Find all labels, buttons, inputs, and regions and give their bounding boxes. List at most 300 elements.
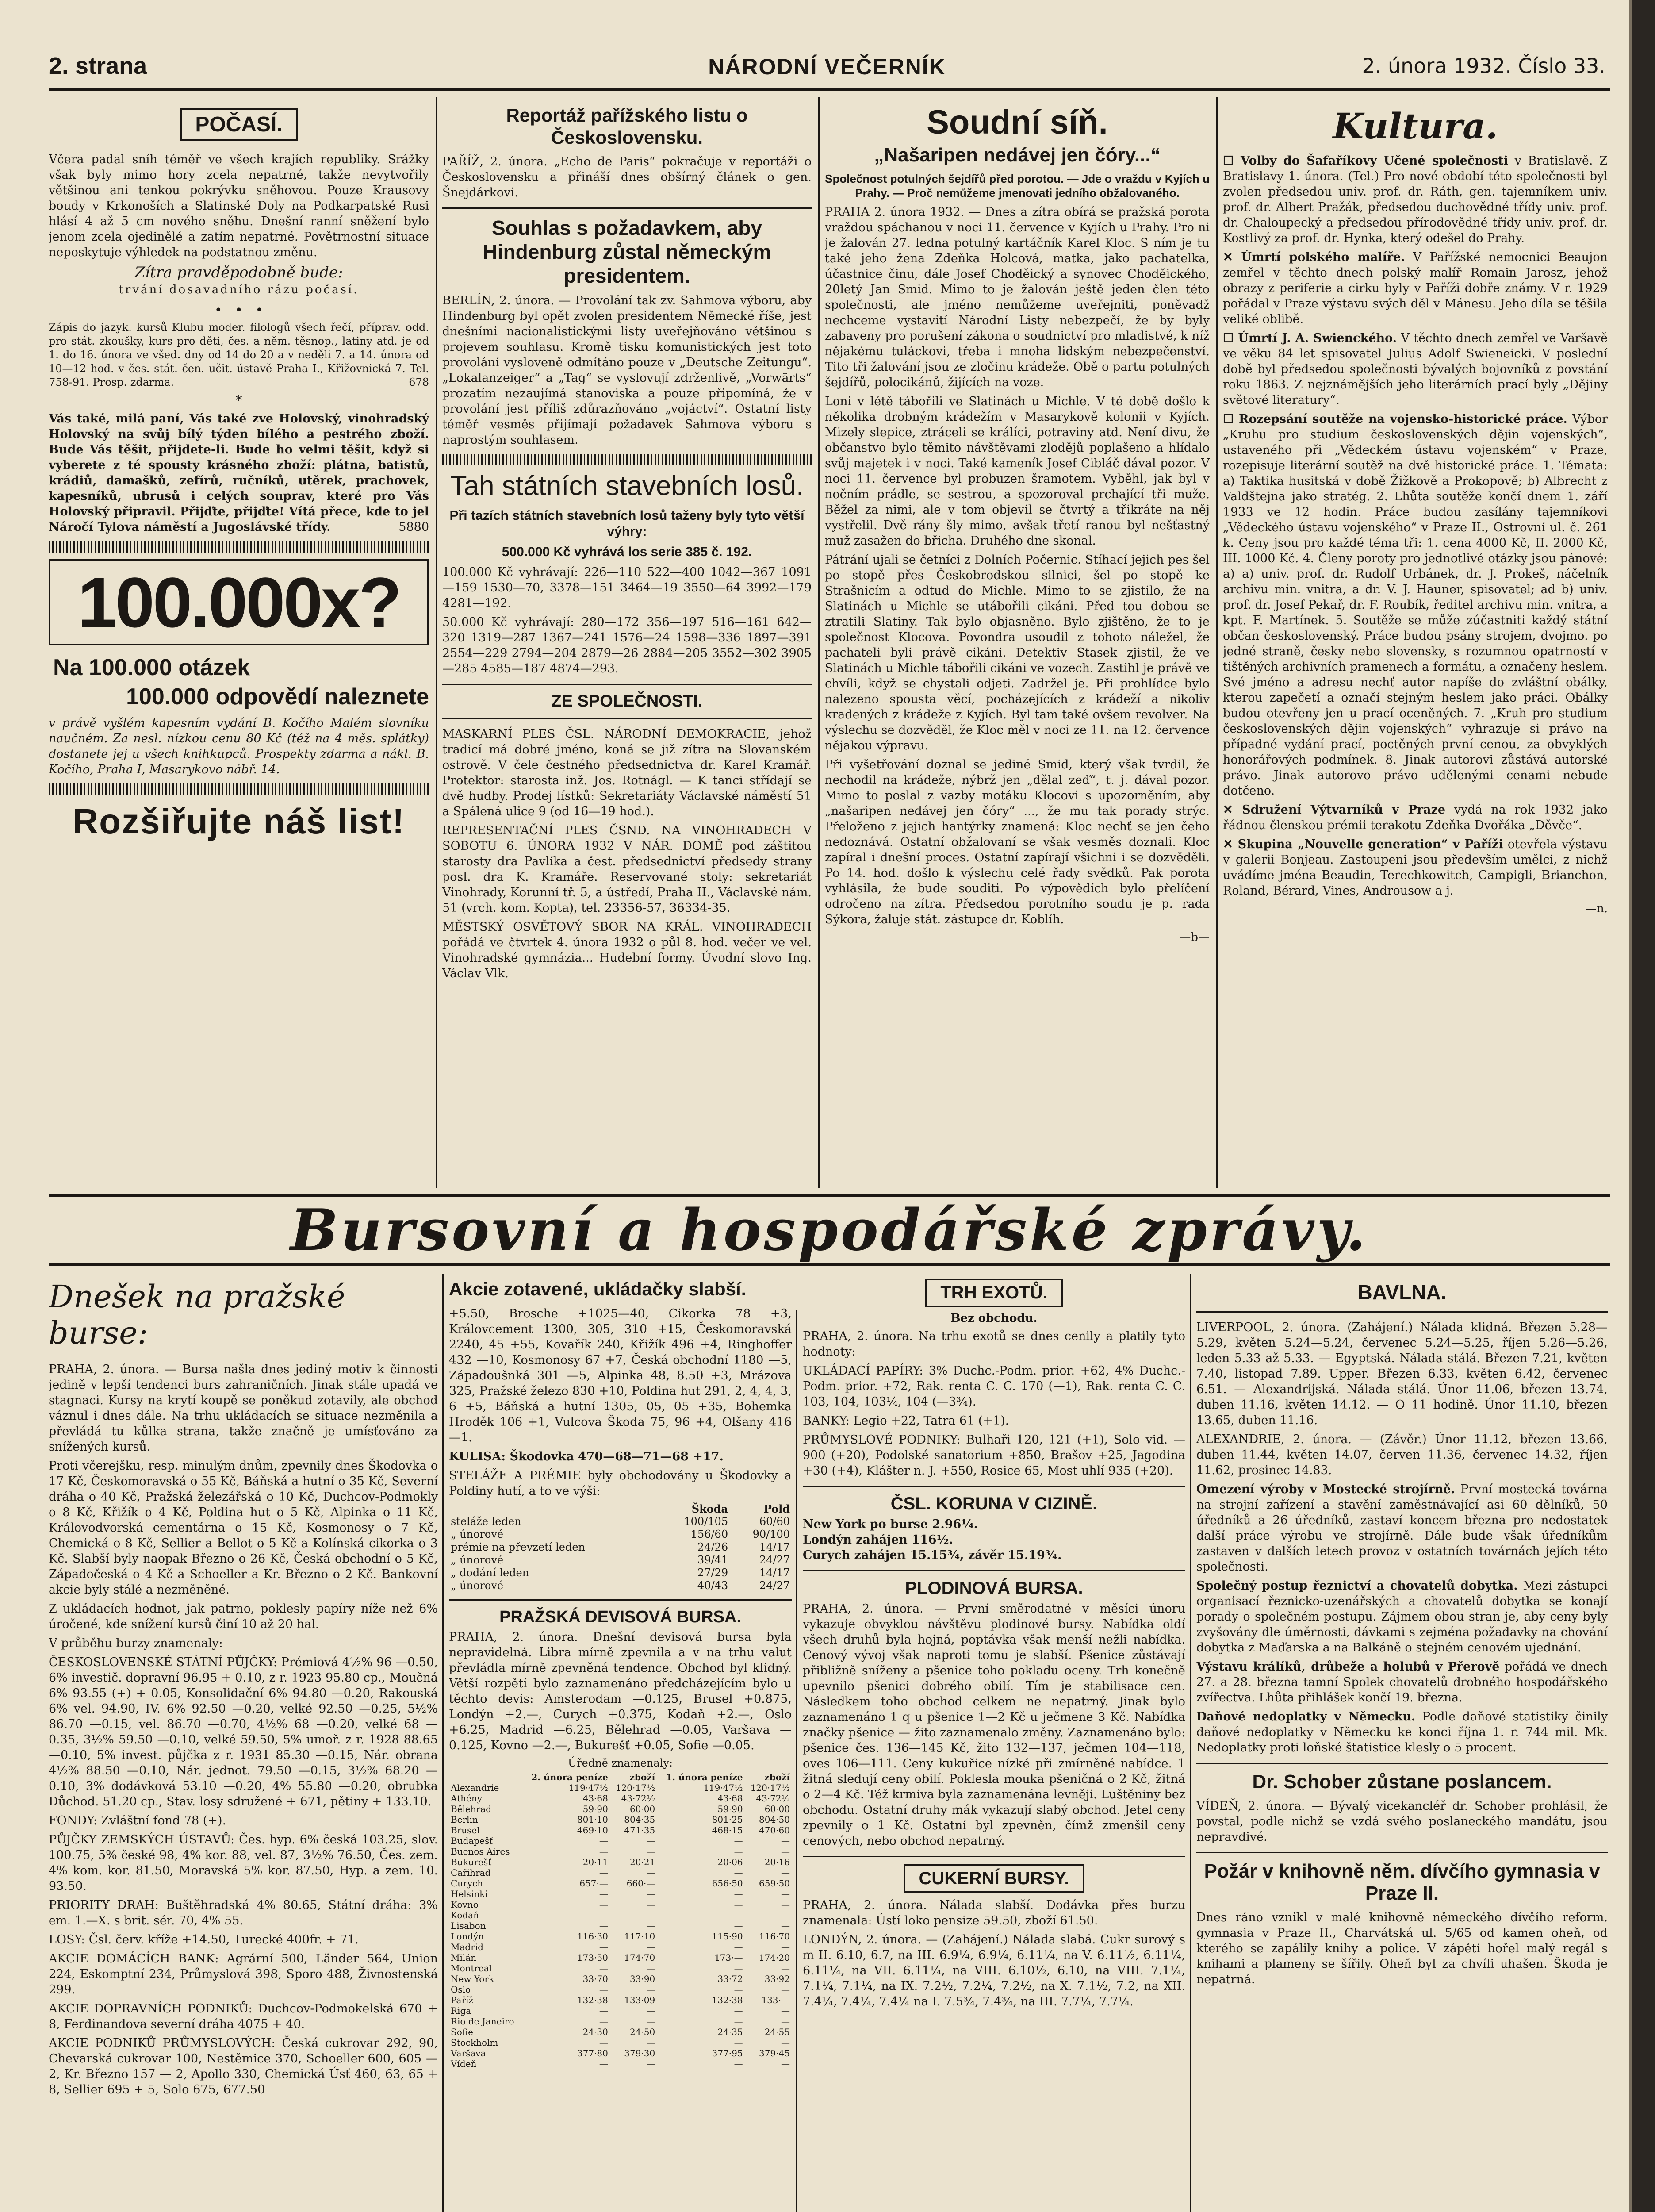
- table-cell: 43·68: [582, 1793, 608, 1804]
- forecast-title: Zítra pravděpodobně bude:: [134, 264, 343, 281]
- table-cell: Kovno: [451, 1899, 479, 1910]
- table-cell: 173·—: [714, 1952, 743, 1963]
- table-cell: —: [599, 1867, 608, 1878]
- table-cell: 379·45: [759, 2048, 790, 2058]
- column-weather: [49, 102, 429, 1190]
- culture-item-4: ☐ Rozepsání soutěže na vojensko-historické práce. Výbor „Kruhu pro studium československých dějin vojenských“, ustaveného při „Vědeckém ústavu vojenském“ v Praze, rozepisuje literární soutěž na dvě historické práce. 1. Témata: a) Taktika husitská v době Žižkově a Prokopově; b) Albrecht z Valdštejna jako stratég. 2. Lhůta soutěže končí dnem 1. září 1933 ve 12 hodin. Práce budou zasílány tajemníkovi „Vědeckého ústavu vojenského“ v Praze II., Ostrovní ul. č. 261 k. Ceny jsou pro každé téma tři: 1. cena 4000 Kč, II. 2000 Kč, III. 1000 Kč. 4. Členy poroty pro jednotlivé otázky jsou pánové: a) a) univ. prof. dr. Rudolf Urbánek, dr. J. Prokeš, náčelník archivu min. vnitra, a dr. V. J. Hauner, spisovatel; ad b) univ. prof. dr. Josef Pekař, dr. F. Roubík, ředitel archivu min. vnitra, a kpt. F. Martínek. 5. Soutěže se může zúčastniti každý státní občan československý. Práce budou psány strojem, dvojmo. po jedné straně, česky nebo slovensky, s rozumnou opatrností v tištěných archivních pramenech a formátu, a označeny heslem. Své jméno a adresu nechť autor napíše do zvláštní obálky, kterou zapečetí a označí stejným heslem jako práci. Obálky budou otevřeny jen u prací oceněných. 7. „Kruh pro studium československých dějin vojenských“ vyhrazuje si právo na případné vydání prací, poctěných první cenou, za obvyklých honorářových podmínek. 8. Jinak autorovi zůstává autorské právo. Jinak autorovo právo udělenými cenami nebude dotčeno.: [1223, 412, 1608, 798]
- society-lecture: MĚSTSKÝ OSVĚTOVÝ SBOR NA KRÁL. VINOHRADECH pořádá ve čtvrtek 4. února 1932 o půl 8. hod. večer ve vel. Vinohradské gymnázia... Hudební formy. Úvodní slovo Ing. Václav Vlk.: [442, 920, 812, 980]
- table-cell: —: [599, 1846, 608, 1857]
- society-title: ZE SPOLEČNOSTI.: [551, 692, 703, 710]
- table-cell: —: [599, 1920, 608, 1931]
- table-cell: —: [781, 1920, 790, 1931]
- issue-date: 2. února 1932. Číslo 33.: [1362, 54, 1605, 78]
- kulisa: KULISA: Škodovka 470—68—71—68 +17.: [449, 1450, 724, 1463]
- table-cell: Riga: [451, 2005, 471, 2016]
- devis-row: [449, 1857, 792, 1867]
- table-cell: 24·50: [629, 2027, 655, 2037]
- rule: [449, 1599, 792, 1601]
- hatched-divider: [442, 454, 812, 465]
- table-cell: 804·50: [759, 1814, 790, 1825]
- cuk-text-2: LONDÝN, 2. února. — (Zahájení.) Nálada slabá. Cukr surový s m II. 6.10, 6.7, na III. 6.9¼, 6.9¼, 6.11¼, na V. 6.11½, 6.11¼, 6.11¼, na VII. 6.11¼, na VIII. 6.10½, 6.10, na VIII. 7.1¼, 7.1¼, 7.1¼, na IX. 7.2½, 7.2¼, 7.2½, na X. 7.1½, 7.2, na XII. 7.4¼, 7.4¼, 7.4¼ na I. 7.5¾, 7.4¾, na III. 7.7¼, 7.7¼.: [803, 1933, 1185, 2008]
- stocks-continued: +5.50, Brosche +1025—40, Cikorka 78 +3, Královcement 1300, 305, 310 +15, Českomoravská 2240, 45 +55, Kovařík 240, Křižík 496 +4, Ringhoffer 432 —10, Kosmonosy 67 +7, Česká obchodní 1180 —5, Západoušnká 301 —5, Alpinka 48, 8.50 +3, Mrázova 325, Pražské železo 830 +10, Poldina hut 291, 2, 4, 4, 3, 6 +5, Báňská a hutní 1305, 05, 05 +35, Bohemka Hroděk 106 +1, Vulcova Škoda 75, 96 +4, Olšany 416 —1.: [449, 1307, 792, 1444]
- table-cell: —: [734, 2037, 743, 2048]
- table-cell: 173·50: [577, 1952, 608, 1963]
- table-cell: 20·06: [717, 1857, 743, 1867]
- table-cell: 119·47½: [703, 1782, 743, 1793]
- table-cell: —: [781, 1942, 790, 1952]
- rule: [1196, 1852, 1608, 1853]
- devis-row-header: [449, 1772, 792, 1782]
- column-divider: [1216, 97, 1218, 1188]
- table-cell: —: [734, 1984, 743, 1995]
- ad-line-1: Na 100.000 otázek: [53, 655, 250, 680]
- devis-row: [449, 1825, 792, 1836]
- table-cell: 24/26: [697, 1541, 728, 1553]
- table-cell: —: [646, 2037, 655, 2048]
- table-cell: —: [646, 2016, 655, 2027]
- table-cell: 132·38: [712, 1995, 743, 2005]
- column-commodities: [803, 1274, 1185, 2212]
- column-stock-exchange: [49, 1274, 438, 2212]
- culture-item-6: ✕ Skupina „Nouvelle generation“ v Paříži otevřela výstavu v galerii Bonjeau. Zastoupeni jsou především umělci, z nichž uvádíme jména Beaudin, Terechkowitch, Campigli, Brianchon, Roland, Bérard, Vines, Androusow a j.: [1223, 837, 1608, 898]
- table-cell: —: [734, 1942, 743, 1952]
- table-cell: 27/29: [697, 1567, 728, 1579]
- table-cell: Milán: [451, 1952, 477, 1963]
- stelaze-row: [449, 1579, 792, 1592]
- table-cell: —: [781, 1889, 790, 1899]
- table-cell: 24·30: [582, 2027, 608, 2037]
- table-cell: 14/17: [759, 1541, 790, 1553]
- column-politics: [442, 102, 812, 1190]
- devis-row: [449, 1984, 792, 1995]
- devis-row: [449, 1782, 792, 1793]
- devis-row: [449, 2027, 792, 2037]
- table-cell: —: [599, 1963, 608, 1974]
- table-cell: 43·68: [717, 1793, 743, 1804]
- cotton-title: BAVLNA.: [1357, 1281, 1447, 1304]
- table-cell: 90/100: [752, 1528, 790, 1540]
- lottery-subtitle: Při tazích státních stavebních losů taženy byly tyto větší výhry:: [449, 508, 805, 539]
- column-stocks-currency: [449, 1274, 792, 2212]
- table-cell: 133·—: [761, 1995, 790, 2005]
- economy-banner: [49, 1194, 1610, 1266]
- table-cell: 469·10: [577, 1825, 608, 1836]
- table-cell: 33·90: [629, 1974, 655, 1984]
- table-cell: Montreal: [451, 1963, 492, 1974]
- rule: [442, 684, 812, 685]
- table-cell: Paříž: [451, 1995, 473, 2005]
- table-cell: —: [781, 1867, 790, 1878]
- table-header-cell: Pold: [763, 1502, 790, 1515]
- devis-row: [449, 2037, 792, 2048]
- hatched-divider: [49, 541, 429, 553]
- culture-item-5: ✕ Sdružení Výtvarníků v Praze vydá na rok 1932 jako řádnou členskou prémii terakotu Zdeňka Dvořáka „Děvče“.: [1223, 803, 1608, 832]
- exot-title: TRH EXOTŮ.: [925, 1279, 1062, 1307]
- table-cell: Curych: [451, 1878, 483, 1889]
- table-cell: 59·90: [582, 1804, 608, 1814]
- table-cell: —: [781, 1846, 790, 1857]
- table-cell: Buenos Aires: [451, 1846, 510, 1857]
- promo-spread-paper: Rozšiřujte náš list!: [73, 802, 405, 841]
- table-cell: 116·70: [759, 1931, 790, 1942]
- devis-row: [449, 2048, 792, 2058]
- devis-row: [449, 1910, 792, 1920]
- devis-row: [449, 1814, 792, 1825]
- column-economy-news: [1196, 1274, 1608, 2212]
- cuk-title: CUKERNÍ BURSY.: [904, 1864, 1084, 1893]
- table-cell: Bukurešť: [451, 1857, 492, 1867]
- table-cell: Stockholm: [451, 2037, 498, 2048]
- culture-item-3: ☐ Úmrtí J. A. Swienckého. V těchto dnech zemřel ve Varšavě ve věku 84 let spisovatel Julius Adolf Swieneicki. V poslední době byl předsedou společnosti bývalých bojovníků z povstání roku 1863. Z nejznámějších jeho literárních prací byly „Dějiny světové literatury“.: [1223, 331, 1608, 407]
- table-cell: Brusel: [451, 1825, 480, 1836]
- bursa-line: AKCIE PODNIKŮ PRŮMYSLOVÝCH: Česká cukrovar 292, 90, Chevarská cukrovar 100, Nestěmice 370, Schoeller 600, 605 — 2, Kr. Březno 157 — 2, Apollo 330, Chemická Úsť 460, 63, 65 + 8, Sellier 695 + 5, Solo 675, 677.50: [49, 2036, 438, 2097]
- bursa-title: Dnešek na pražské burse:: [49, 1279, 345, 1351]
- bursa-text-3: Z ukládacích hodnot, jak patrno, poklesly papíry níže než 6% úročené, kde snížení kursů činí 10 až 20 hal.: [49, 1602, 438, 1631]
- econ-item-1: Omezení výroby v Mostecké strojírně. První mostecká továrna na strojní zařízení a stavění zaměstnávající asi 60 dělníků, 50 úředníků a 26 úředníků, zastaví koncem března pro nedostatek další práce výrobu ve strojírně. Dále bude však úředníkům zastaven v dalších letech provoz v ostatních továrnách jejích této společnosti.: [1196, 1482, 1608, 1574]
- table-cell: 156/60: [690, 1528, 728, 1540]
- table-cell: 24/27: [759, 1554, 790, 1566]
- econ-item-4: Daňové nedoplatky v Německu. Podle daňové statistiky činily daňové nedoplatky v Německu ke konci října 1. r. 744 mil. Mk. Nedoplatky proti loňské štatistice klesly o 5 procent.: [1196, 1710, 1608, 1755]
- devis-row: [449, 1995, 792, 2005]
- stelaze-row-header: [449, 1502, 792, 1515]
- column-divider: [796, 1310, 797, 2212]
- table-cell: 468·15: [712, 1825, 743, 1836]
- bursa-line: ČESKOSLOVENSKÉ STÁTNÍ PŮJČKY: Prémiová 4½% 96 —0.50, 6% investič. dopravní 96.95 + 0.10, z r. 1923 95.80 cp., Moučná 6% 93.55 (+) + 0.05, Konsolidační 6% 94.80 —0.20, Rakouská 6% vel. 94.90, IV. 6% 92.50 —0.20, velké 92.50 —0.25, 5½% 86.70 —0.15, vel. 86.70 —0.70, 4½% 68 —0.20, velké 68 —0.35, 3½% 59.50 —0.10, velké 59.50, 5% umoř. z r. 1928 88.65 —0.10, 5% invest. půjčka z r. 1931 85.30 —0.15, Nár. obrana 4½% 88.50 —0.10, Nár. jednot. 79.50 —0.15, 3½% 68.20 —0.10, 3% dodávková 53.10 —0.20, 4% 55.80 —0.20, obrubka Důchod. 51.20 cp., Stav. losy sdružené + 671, pětiny + 133.10.: [49, 1655, 438, 1809]
- cotton-text-1: LIVERPOOL, 2. února. (Zahájení.) Nálada klidná. Březen 5.28—5.29, květen 5.24—5.24, červenec 5.24—5.25, říjen 5.26—5.26, leden 5.33 až 5.33. — Egyptská. Nálada stálá. Březen 7.21, květen 7.40, listopad 7.89. Upper. Březen 6.33, květen 6.42, červenec 6.51. — Alexandrijská. Nálada stálá. Únor 11.06, březen 13.74, duben 11.16, květen 14.12. — O 11 hodině. Únor 11.10, březen 13.65, duben 11.16.: [1196, 1321, 1608, 1427]
- rule: [442, 207, 812, 209]
- table-cell: —: [646, 1920, 655, 1931]
- table-cell: 60/60: [759, 1515, 790, 1528]
- culture-item-2: ✕ Úmrtí polského malíře. V Pařížské nemocnici Beaujon zemřel v těchto dnech polský malíř Romain Jarosz, jehož obrazy z periferie a cirku byly v Paříži dobře známy. V r. 1929 pořádal v Praze výstavu svých děl v Mánesu. Jeho díla se těšila veliké oblibě.: [1223, 250, 1608, 326]
- table-cell: „ únorové: [451, 1579, 504, 1592]
- table-cell: —: [734, 1867, 743, 1878]
- devis-row: [449, 1836, 792, 1846]
- ad-dictionary-text: v právě vyšlém kapesním vydání B. Kočího Malém slovníku naučném. Za nesl. nízkou cenu 80 Kč (též na 4 měs. splátky) dostanete jej u všech knihkupců. Prospekty zdarma a nákl. B. Kočího, Praha I, Masarykovo nábř. 14.: [49, 716, 429, 776]
- bursa-line: PŮJČKY ZEMSKÝCH ÚSTAVŮ: Čes. hyp. 6% česká 103.25, slov. 100.75, 5% české 98, 4% kor. 88, vel. 87, 3½% 76.50, Čes. zem. 4% kom. kor. 81.50, Moravská 5% kor. 87.50, Hyp. a zem. 10. 93.50.: [49, 1833, 438, 1893]
- koruna-title: ČSL. KORUNA V CIZINĚ.: [890, 1494, 1098, 1513]
- bursa-line: LOSY: Čsl. červ. kříže +14.50, Turecké 400fr. + 71.: [49, 1933, 359, 1947]
- table-cell: 14/17: [759, 1567, 790, 1579]
- fire-title: Požár v knihovně něm. dívčího gymnasia v Praze II.: [1204, 1860, 1600, 1904]
- table-cell: Madrid: [451, 1942, 483, 1952]
- econ-item-3: Výstavu králíků, drůbeže a holubů v Přerově pořádá ve dnech 27. a 28. března tamní Spolek chovatelů drobného hospodářského zvířectva. Lhůta přihlášek končí 19. března.: [1196, 1660, 1608, 1705]
- lottery-100k: 100.000 Kč vyhrávají: 226—110 522—400 1042—367 1091—159 1530—70, 3378—151 3464—19 3550—64 3992—179 4281—192.: [442, 565, 812, 610]
- newspaper-name: NÁRODNÍ VEČERNÍK: [708, 54, 946, 79]
- table-cell: —: [599, 1984, 608, 1995]
- column-divider: [436, 97, 437, 1188]
- table-cell: 24·35: [717, 2027, 743, 2037]
- devis-row: [449, 1889, 792, 1899]
- table-cell: Vídeň: [451, 2058, 477, 2069]
- table-cell: 120·17½: [750, 1782, 790, 1793]
- table-cell: 43·72½: [756, 1793, 790, 1804]
- table-cell: —: [734, 1920, 743, 1931]
- bursa-line: AKCIE DOMÁCÍCH BANK: Agrární 500, Länder 564, Union 224, Eskomptní 234, Průmyslová 398, Sporo 488, Živnostenská 299.: [49, 1952, 438, 1997]
- rule: [803, 1856, 1185, 1857]
- prize-headline: 100.000x?: [77, 563, 400, 642]
- court-headline: „Našaripen nedávej jen čóry...“: [874, 144, 1161, 166]
- koruna-line: New York po burse 2.96¼.: [803, 1517, 978, 1531]
- bursa-side-title: Akcie zotavené, ukládačky slabší.: [449, 1279, 747, 1299]
- stelaze-row: [449, 1567, 792, 1579]
- table-cell: —: [646, 1889, 655, 1899]
- ad-line-2: 100.000 odpovědí naleznete: [126, 684, 429, 710]
- table-header-cell: 1. února peníze: [666, 1772, 743, 1782]
- masthead-rule: [49, 88, 1610, 91]
- table-cell: 660·—: [626, 1878, 655, 1889]
- devis-table: [449, 1772, 792, 2069]
- table-cell: 59·90: [717, 1804, 743, 1814]
- table-cell: 20·16: [764, 1857, 790, 1867]
- koruna-line: Curych zahájen 15.15¾, závěr 15.19¾.: [803, 1548, 1062, 1562]
- table-cell: —: [734, 1889, 743, 1899]
- table-cell: —: [599, 2016, 608, 2027]
- table-cell: —: [646, 1942, 655, 1952]
- table-cell: 174·20: [759, 1952, 790, 1963]
- table-cell: 20·11: [582, 1857, 608, 1867]
- masthead: [49, 52, 1605, 88]
- devis-row: [449, 2016, 792, 2027]
- devis-row: [449, 1867, 792, 1878]
- table-cell: —: [781, 1836, 790, 1846]
- culture-title: Kultura.: [1333, 105, 1498, 147]
- stelaze-row: [449, 1515, 792, 1528]
- devis-row: [449, 1793, 792, 1804]
- table-cell: 117·10: [624, 1931, 655, 1942]
- devis-row: [449, 1878, 792, 1889]
- rule: [803, 1570, 1185, 1571]
- cotton-text-2: ALEXANDRIE, 2. února. — (Závěr.) Únor 11.12, březen 13.66, duben 11.44, květen 14.07, červen 11.36, červenec 14.32, říjen 11.62, prosinec 14.83.: [1196, 1432, 1608, 1477]
- fire-text: Dnes ráno vznikl v malé knihovně německého dívčího reform. gymnasia v Praze II., Charvátská ul. 5/65 od kamen oheň, od kterého se zapálily knihy a police. V zápětí hořel malý regál s knihami a plameny se šířily. Oheň byl za chvíli uhašen. Škoda je nepatrná.: [1196, 1911, 1608, 1986]
- economy-banner-title: Bursovní a hospodářské zprávy.: [290, 1197, 1368, 1263]
- table-cell: Berlín: [451, 1814, 478, 1825]
- forecast-text: trvání dosavadního rázu počasí.: [119, 283, 359, 296]
- table-cell: 60·00: [629, 1804, 655, 1814]
- devis-row: [449, 1846, 792, 1857]
- plod-text: PRAHA, 2. února. — První směrodatné v měsíci únoru vykazuje obvyklou návštěvu plodinové bursy. Nabídka oldí všech druhů byla hojná, poptávka však menší nežli nabídka. Cenový vývoj však naproti tomu je slabší. Pšenice zůstávají přibližně sníženy a pšenice toho pokladu oceny. Trh konečně upevnilo pšenici dobrého obilí. Tím je stabilisace cen. Následkem toho obchod celkem ne nepatrný. Jinak bylo zaznamenáno 1 q u pšenice 1—2 Kč u ječmene 3 Kč. Nabídka značky pšenice — žito zaznamenalo změny. Zaznamenáno bylo: pšenice čes. 136—145 Kč, žito 132—137, ječmen 104—118, oves 106—111. Ceny kukuřice nízké při zmírněné nabídce. 1 žitná sledují ceny obilí. Poklesla mouka pšeničná o 2 Kč, žitná o 2—4 Kč. Též krmiva byla zaznamenána levněji. Luštěniny bez obchodu. Ostatní druhy mák vykazují slabý obchod. Jetel ceny zpevnily o 1 Kč. Ostatní byl zpevněn, čímž zmenšil ceny cenových, nebo obchod nepatrný.: [803, 1602, 1185, 1848]
- court-subheadline: Společnost potulných šejdířů před porotou. — Jde o vraždu v Kyjích u Prahy. — Proč nemůžeme jmenovati jedního obžalovaného.: [825, 172, 1210, 200]
- table-cell: 133·09: [624, 1995, 655, 2005]
- devis-row: [449, 2005, 792, 2016]
- table-cell: —: [734, 2058, 743, 2069]
- table-cell: 43·72½: [621, 1793, 655, 1804]
- bursa-text-1: PRAHA, 2. února. — Bursa našla dnes jediný motiv k činnosti jedině v lepší tendenci burs zahraničních. Jinak stále upadá ve stagnaci. Kursy na krytí koupě se poněkud zotavily, ale obchod váznul i dnes dále. Na trhu ukládacích se situace nezměnila a převládá tu kůlka strana, takže značně je umísťováno za snížených kursů.: [49, 1363, 438, 1454]
- separator-dots: • • •: [214, 303, 264, 318]
- column-divider: [818, 97, 820, 1188]
- table-cell: Kodaň: [451, 1910, 479, 1920]
- table-cell: „ únorové: [451, 1528, 504, 1540]
- ad-language-courses: Zápis do jazyk. kursů Klubu moder. filologů všech řečí, příprav. odd. pro stát. zkoušky, kurs pro děti, čes. a něm. těsnop., latiny atd. je od 1. do 16. února ve všed. dny od 14 do 20 a v neděli 7. a 14. února od 10—12 hod. v čes. stát. čen. učit. ústavě Praha I., Křižovnická 7. Tel. 758-91. Prosp. zdarma. 678: [49, 321, 429, 388]
- devis-title: PRAŽSKÁ DEVISOVÁ BURSA.: [499, 1608, 741, 1626]
- devis-row: [449, 1963, 792, 1974]
- table-cell: 24·55: [764, 2027, 790, 2037]
- devis-row: [449, 1952, 792, 1963]
- table-cell: —: [781, 2005, 790, 2016]
- exot-sub: Bez obchodu.: [950, 1312, 1038, 1325]
- table-cell: —: [646, 1836, 655, 1846]
- devis-row: [449, 1920, 792, 1931]
- bursa-text-4: V průběhu burzy znamenaly:: [49, 1636, 223, 1650]
- table-cell: —: [734, 1846, 743, 1857]
- table-cell: —: [734, 1910, 743, 1920]
- adjacent-page-edge: [1632, 0, 1655, 2212]
- table-cell: 33·92: [764, 1974, 790, 1984]
- devis-text: PRAHA, 2. února. Dnešní devisová bursa byla nepravidelná. Libra mírně zpevnila a v na trhu valut převládla mírně zpevněná tendence. Obchod byl klidný. Větší rozpětí bylo zaznamenáno předcházejícím bylo u těchto devis: Amsterodam —0.125, Brusel +0.875, Londýn +2.—, Curych +0.375, Kodaň +2.—, Oslo +6.25, Madrid —6.25, Bělehrad —0.05, Varšava —0.125, Kovno —2.—, Bukurešť +0.05, Sofie —0.05.: [449, 1630, 792, 1752]
- plod-title: PLODINOVÁ BURSA.: [905, 1578, 1083, 1598]
- table-cell: steláže leden: [451, 1515, 521, 1528]
- devis-sub: Úředně znamenaly:: [567, 1757, 673, 1769]
- court-text-2: Loni v létě tábořili ve Slatinách u Michle. V té době došlo k několika drobným krádežím v Masarykově kolonii v Kyjích. Mizely slepice, ztráceli se králíci, potraviny atd. Není divu, že občanstvo bylo těmito návštěvami zlodějů poplašeno a hlídalo svůj majetek i v noci. Také kameník Josef Cibláč dával pozor. V noci 11. července byl probuzen šramotem. Vyběhl, jak byl v nočním prádle, se sestrou, a spozoroval prchající tři muže. Běžel za nimi, ale v tom objevil se čtvrtý a třikráte na něj vystřelil. Dvě rány šly mimo, avšak třetí ranou byl nešťastný muž zasažen do břicha. Druhého dne skonal.: [825, 395, 1210, 548]
- devis-row: [449, 1942, 792, 1952]
- table-header-cell: [449, 1502, 658, 1515]
- schober-text: VÍDEŇ, 2. února. — Bývalý vicekancléř dr. Schober prohlásil, že povstal, podle nichž se vzdá svého poslaneckého mandátu, jsou nepravdivé.: [1196, 1799, 1608, 1844]
- column-culture: [1223, 102, 1608, 1190]
- devis-row: [449, 1974, 792, 1984]
- bursa-line: PRIORITY DRAH: Buštěhradská 4% 80.65, Státní dráha: 3% em. 1.—X. s brit. sér. 70, 4% 55.: [49, 1898, 438, 1928]
- table-cell: —: [599, 1942, 608, 1952]
- hatched-divider: [49, 783, 429, 795]
- table-cell: New York: [451, 1974, 494, 1984]
- court-signature: —b—: [1179, 931, 1210, 944]
- court-text-1: PRAHA 2. února 1932. — Dnes a zítra obírá se pražská porota vraždou spáchanou v noci 11. července v Kyjích u Prahy. Pro ni je žalován 27. ledna potulný kartáčník Karel Kloc. S ním je tu také jeho žena Zdeňka Holcová, matka, jako pachatelka, účastnice činu, dále Josef Choděický a synovec Choděického, 20letý Jan Smid. Mimo to je žalován ještě jeden člen této společnosti, ale jméno nemůžeme uveřejniti, poněvadž nechceme vystavití Národní Listy nebezpečí, že by byly zabaveny pro porušení zákona o soudnictví pro mladistvé, k níž nějakému tuláckovi, třeba i mnoha lidským nebezpečenství. Tito tři žalování jsou ze zločinu krádeže. Obě o partu potulných šejdířů, polocikánů, žijících na voze.: [825, 205, 1210, 389]
- table-cell: —: [781, 2016, 790, 2027]
- society-ball-2: REPRESENTAČNÍ PLES ČSND. NA VINOHRADECH V SOBOTU 6. ÚNORA 1932 V NÁR. DOMĚ pod záštitou starosty dra Pavlíka a čest. předsednictví předsedy strany posl. dra K. Kramáře. Reservované stoly: sekretariát Vinohrady, Korunní tř. 5, a ústředí, Praha II., Václavské nám. 51 (vrch. kom. Kopta), tel. 23356-57, 36334-35.: [442, 824, 812, 915]
- econ-item-2: Společný postup řeznictví a chovatelů dobytka. Mezi zástupci organisací řeznicko-uzenářských a chovatelů dobytka se konají porady o společném postupu. Zájmem obou stran je, aby ceny byly zvyšovány dle úměrnosti, dávkami s zejména požadavky na chování dobytka z Maďarska a na Balkáně o stejném cenovém ujednání.: [1196, 1579, 1608, 1655]
- table-cell: 657·—: [579, 1878, 608, 1889]
- table-cell: 116·30: [577, 1931, 608, 1942]
- stelaze-row: [449, 1554, 792, 1567]
- culture-item-1: ☐ Volby do Šafaříkovy Učené společnosti v Bratislavě. Z Bratislavy 1. února. (Tel.) Pro nové období této společnosti byl zvolen předsedou univ. prof. dr. Ráth, gen. tajemníkem univ. prof. dr. Albert Pražák, předsedou duchovědné třídy univ. prof. dr. Chaloupecký a předsedou přírodovědné třídy univ. prof. dr. Kostlivý za prof. dr. Hynka, který odešel do Prahy.: [1223, 154, 1608, 245]
- table-cell: prémie na převzetí leden: [451, 1541, 585, 1553]
- table-cell: —: [781, 2058, 790, 2069]
- table-cell: 132·38: [577, 1995, 608, 2005]
- stelaze-intro: STELÁŽE A PRÉMIE byly obchodovány u Škodovky a Poldiny hutí, a to ve výši:: [449, 1469, 792, 1498]
- exot-line: BANKY: Legio +22, Tatra 61 (+1).: [803, 1414, 1009, 1428]
- table-cell: 39/41: [697, 1554, 728, 1566]
- table-cell: 20·21: [629, 1857, 655, 1867]
- lottery-main-prize: 500.000 Kč vyhrává los serie 385 č. 192.: [502, 545, 752, 559]
- weather-title: POČASÍ.: [180, 108, 297, 141]
- table-cell: 40/43: [697, 1579, 728, 1592]
- article-title-paris: Reportáž pařížského listu o Československu.: [506, 105, 748, 148]
- table-cell: —: [599, 1899, 608, 1910]
- table-cell: —: [599, 2058, 608, 2069]
- table-cell: 379·30: [624, 2048, 655, 2058]
- table-cell: Rio de Janeiro: [451, 2016, 514, 2027]
- column-divider: [442, 1274, 444, 2212]
- table-header-cell: 2. února peníze: [531, 1772, 608, 1782]
- table-cell: Alexandrie: [451, 1782, 499, 1793]
- table-cell: 377·95: [712, 2048, 743, 2058]
- table-cell: 119·47½: [568, 1782, 608, 1793]
- table-cell: —: [781, 2037, 790, 2048]
- rule: [1196, 1763, 1608, 1764]
- bursa-line: AKCIE DOPRAVNÍCH PODNIKŮ: Duchcov-Podmokelská 670 + 8, Ferdinandova severní dráha 4075 + 40.: [49, 2002, 438, 2031]
- table-cell: 24/27: [759, 1579, 790, 1592]
- article-title-hindenburg: Souhlas s požadavkem, aby Hindenburg zůstal německým presidentem.: [483, 216, 771, 287]
- separator-star: *: [235, 393, 242, 408]
- table-cell: —: [646, 2058, 655, 2069]
- table-cell: —: [646, 1899, 655, 1910]
- table-cell: 656·50: [712, 1878, 743, 1889]
- article-text-hindenburg: BERLÍN, 2. února. — Provolání tak zv. Sahmova výboru, aby Hindenburg byl opět zvolen presidentem Německé říše, jest dnešními nacionalistickými listy uveřejňováno většinou s projevem souhlasu. Kromě tisku komunistických jest toto provolání vysloveně odmítáno pouze v „Deutsche Zeitungu“. „Lokalanzeiger“ a „Tag“ se vyslovují zdrženlivě, „Vorwärts“ prozatím nezaujímá stanoviska a pouze připomíná, že v provolání jest příliš zdůrazňováno „vojáctví“. Ostatní listy téměř vesměs přijímají požadavek Sahmova výboru s naprostým souhlasem.: [442, 294, 812, 447]
- rule: [442, 718, 812, 719]
- table-cell: 659·50: [759, 1878, 790, 1889]
- rule: [803, 1486, 1185, 1487]
- koruna-line: Londýn zahájen 116½.: [803, 1533, 954, 1547]
- table-cell: Athény: [451, 1793, 483, 1804]
- exot-line: PRŮMYSLOVÉ PODNIKY: Bulhaři 120, 121 (+1), Solo vid. —900 (+20), Podolské sanatorium +850, Brašov +25, Jagodina +30 (+4), Klášter n. J. +550, Rosice 65, Most uhlí 935 (+20).: [803, 1433, 1185, 1478]
- rule: [1196, 1311, 1608, 1313]
- weather-text: Včera padal sníh téměř ve všech krajích republiky. Srážky však byly mimo hory zcela nepatrné, takže nevytvořily většinou ani tenkou pokrývku sněhovou. Pouze Krausovy boudy v Krkonoších a Slatinské Doly na Podkarpatské Rusi hlásí 4 až 5 cm nového sněhu. Dnešní ranní sněžení bylo jenom zcela ojedinělé a zatím nepatrné. Povětrnostní situace neposkytuje výhledek na podstatnou změnu.: [49, 153, 429, 259]
- table-cell: —: [781, 1899, 790, 1910]
- table-cell: Sofie: [451, 2027, 473, 2037]
- table-header-cell: zboží: [764, 1772, 790, 1782]
- bursa-line: FONDY: Zvláštní fond 78 (+).: [49, 1814, 226, 1828]
- devis-row: [449, 1931, 792, 1942]
- table-cell: —: [781, 1910, 790, 1920]
- table-cell: Londýn: [451, 1931, 484, 1942]
- table-cell: 470·60: [759, 1825, 790, 1836]
- devis-row: [449, 1804, 792, 1814]
- page-label: 2. strana: [49, 53, 147, 79]
- table-cell: Oslo: [451, 1984, 471, 1995]
- exot-text: PRAHA, 2. února. Na trhu exotů se dnes cenily a platily tyto hodnoty:: [803, 1329, 1185, 1359]
- table-cell: 33·72: [717, 1974, 743, 1984]
- table-cell: Cařihrad: [451, 1867, 491, 1878]
- column-divider: [1190, 1274, 1191, 2212]
- table-cell: —: [781, 1963, 790, 1974]
- stelaze-table: [449, 1502, 792, 1592]
- devis-row: [449, 2058, 792, 2069]
- table-cell: 115·90: [712, 1931, 743, 1942]
- table-header-cell: [449, 1772, 522, 1782]
- table-cell: „ dodání leden: [451, 1567, 529, 1579]
- table-cell: 100/105: [684, 1515, 728, 1528]
- table-cell: 801·10: [577, 1814, 608, 1825]
- table-cell: Lisabon: [451, 1920, 486, 1931]
- table-cell: 804·35: [624, 1814, 655, 1825]
- article-title-lottery: Tah státních stavebních losů.: [450, 471, 804, 501]
- court-section-title: Soudní síň.: [927, 104, 1108, 141]
- table-cell: —: [734, 1899, 743, 1910]
- table-cell: —: [599, 1889, 608, 1899]
- table-cell: —: [646, 2005, 655, 2016]
- devis-row: [449, 1899, 792, 1910]
- table-cell: —: [646, 1867, 655, 1878]
- ad-holovsky: Vás také, milá paní, Vás také zve Holovský, vinohradský Holovský na svůj bílý týden bílého a pestrého zboží. Bude Vás těšit, přijdete-li. Bude ho velmi těšit, když si vyberete z té spousty krásného zboží: plátna, batistů, krádiů, damašků, zefírů, ručníků, utěrek, prachovek, kapesníků, ubrusů i celých souprav, které pro Vás Holovský připravil. Přijďte, přijďte! Vítá přece, kde to jel Náročí Tylova náměstí a Jugoslávské třídy. 5880: [49, 412, 429, 534]
- court-text-4: Při vyšetřování doznal se jediné Smid, který však tvrdil, že nechodil na krádeže, nýbrž jen „dělal zeď“, t. j. dával pozor. Mimo to poslal z vazby motáku Klocovi s upozorněním, aby „našaripen nedávej jen čóry“ ..., že mu tak porady strýc. Přeloženo z jejich hantýrky znamená: Kloc nechť se jen čeho nedoznává. Ostatní obžalovaní se však vesměs doznali. Kloc zapíral i dnešní proces. Ostatní zapírají všichni i se dozvěděli. Po 14. hod. došlo k výslechu celé řady svědků. Pak porota vyhlásila, že bude souditi. Po výpovědích bylo přelíčení odročeno na zítra. Předsedou porotního soudu je p. rada Sýkora, žaluje stát. zástupce dr. Koblíh.: [825, 758, 1210, 926]
- article-text-paris: PAŘÍŽ, 2. února. „Echo de Paris“ pokračuje v reportáži o Československu a přináší dnes obšírný článek o gen. Šnejdárkovi.: [442, 155, 812, 200]
- table-cell: —: [646, 1910, 655, 1920]
- bursa-text-2: Proti včerejšku, resp. minulým dnům, zpevnily dnes Škodovka o 17 Kč, Českomoravská o 55 Kč, Báňská a hutní o 35 Kč, Severní dráha o 40 Kč, Pražská železářská o 10 Kč, Duchcov-Podmokly o 8 Kč, Křižík o 4 Kč, Poldina hut o 5 Kč, Alpinka o 11 Kč, Královodvorská cementárna o 15 Kč, Kosmonosy o 7 Kč, Chemická o 8 Kč, Sellier a Bellot o 5 Kč a Kolínská cikorka o 3 Kč. Slabší byly naopak Březno o 26 Kč, Česká obchodní o 5 Kč, Západočeská o 4 Kč a Schoeller a Kr. Březno o 2 Kč. Bankovní akcie byly stálé a nezměněné.: [49, 1459, 438, 1597]
- table-header-cell: Škoda: [691, 1502, 728, 1515]
- table-cell: —: [646, 1984, 655, 1995]
- table-cell: 174·70: [624, 1952, 655, 1963]
- table-header-cell: zboží: [629, 1772, 655, 1782]
- exot-line: UKLÁDACÍ PAPÍRY: 3% Duchc.-Podm. prior. +62, 4% Duchc.-Podm. prior. +72, Rak. renta C. C. 170 (—1), Rak. renta C. C. 103, 104, 103¼, 104 (—3¾).: [803, 1364, 1185, 1409]
- table-cell: —: [599, 1910, 608, 1920]
- table-cell: Bělehrad: [451, 1804, 491, 1814]
- table-cell: „ únorové: [451, 1554, 504, 1566]
- culture-signature: —n.: [1585, 902, 1608, 915]
- table-cell: —: [734, 2016, 743, 2027]
- column-court: [825, 102, 1210, 1190]
- table-cell: 471·35: [624, 1825, 655, 1836]
- table-cell: Helsinki: [451, 1889, 488, 1899]
- table-cell: —: [646, 1846, 655, 1857]
- lottery-50k: 50.000 Kč vyhrávají: 280—172 356—197 516—161 642—320 1319—287 1367—241 1576—24 1598—336 1897—391 2554—229 2794—204 2879—26 2884—205 3552—302 3905—285 4585—187 4874—293.: [442, 615, 812, 676]
